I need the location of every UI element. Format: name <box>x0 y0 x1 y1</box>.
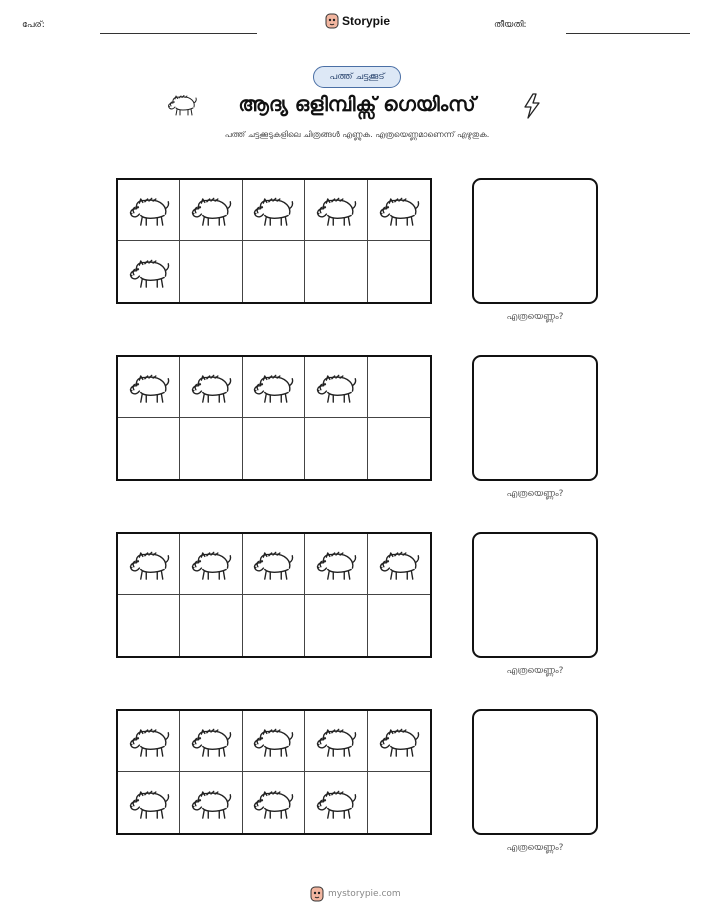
brand-name: Storypie <box>342 14 391 28</box>
ten-frame-cell <box>305 418 367 479</box>
ten-frame-cell <box>118 772 180 833</box>
ten-frame-cell <box>305 180 367 241</box>
ten-frame-cell <box>243 534 305 595</box>
boar-icon <box>189 370 233 404</box>
boar-icon <box>189 547 233 581</box>
ten-frame-cell <box>305 595 367 656</box>
how-many-label: എത്രയെണ്ണം? <box>506 843 564 853</box>
brand-logo <box>325 13 390 29</box>
ten-frame-cell <box>368 418 430 479</box>
ten-frame-cell <box>368 357 430 418</box>
boar-icon <box>127 724 171 758</box>
footer-url[interactable]: mystorypie.com <box>328 889 401 899</box>
ten-frame-cell <box>305 772 367 833</box>
ten-frame-cell <box>180 180 242 241</box>
answer-box[interactable] <box>472 355 598 481</box>
ten-frame-cell <box>118 357 180 418</box>
answer-box[interactable] <box>472 532 598 658</box>
boar-icon <box>314 547 358 581</box>
ten-frame-cell <box>118 180 180 241</box>
footer <box>310 886 401 902</box>
answer-box[interactable] <box>472 178 598 304</box>
date-label: തീയതി: <box>494 20 527 30</box>
ten-frame-cell <box>368 241 430 302</box>
ten-frame-cell <box>305 534 367 595</box>
boar-icon <box>189 786 233 820</box>
ten-frame-cell <box>243 772 305 833</box>
ten-frame-cell <box>368 711 430 772</box>
ten-frame-cell <box>180 772 242 833</box>
storypie-logo-icon <box>325 13 339 29</box>
ten-frame-cell <box>180 711 242 772</box>
ten-frame-cell <box>118 595 180 656</box>
boar-icon <box>251 193 295 227</box>
boar-icon <box>189 724 233 758</box>
ten-frame-cell <box>305 357 367 418</box>
how-many-label: എത്രയെണ്ണം? <box>506 489 564 499</box>
page-title: ആദ്യ ഒളിമ്പിക്സ് ഗെയിംസ് <box>238 92 476 116</box>
ten-frame-cell <box>368 595 430 656</box>
ten-frame <box>116 532 432 658</box>
ten-frame-cell <box>368 772 430 833</box>
boar-icon <box>377 547 421 581</box>
ten-frame-cell <box>368 534 430 595</box>
boar-icon <box>127 786 171 820</box>
name-label: പേര്: <box>22 20 45 30</box>
ten-frame <box>116 709 432 835</box>
ten-frame-cell <box>180 241 242 302</box>
boar-icon <box>377 724 421 758</box>
boar-icon <box>251 786 295 820</box>
boar-icon <box>251 370 295 404</box>
lightning-icon <box>522 93 542 119</box>
ten-frame-cell <box>180 534 242 595</box>
ten-frame-cell <box>368 180 430 241</box>
ten-frame-cell <box>118 711 180 772</box>
instruction-text: പത്ത് ചട്ടക്കൂടുകളിലെ ചിത്രങ്ങൾ എണ്ണുക. എത്രയെണ്ണമാണെന്ന് എഴുതുക. <box>224 130 490 139</box>
boar-icon <box>314 786 358 820</box>
boar-icon <box>127 193 171 227</box>
ten-frame-cell <box>243 595 305 656</box>
boar-icon <box>127 370 171 404</box>
boar-icon <box>314 370 358 404</box>
boar-icon <box>251 547 295 581</box>
ten-frame-cell <box>305 241 367 302</box>
boar-icon <box>314 193 358 227</box>
ten-frame-cell <box>243 180 305 241</box>
ten-frame-cell <box>118 241 180 302</box>
boar-icon <box>189 193 233 227</box>
boar-icon <box>377 193 421 227</box>
ten-frame-cell <box>118 418 180 479</box>
answer-box[interactable] <box>472 709 598 835</box>
ten-frame-cell <box>180 418 242 479</box>
ten-frame-cell <box>180 595 242 656</box>
ten-frame-cell <box>118 534 180 595</box>
boar-icon <box>314 724 358 758</box>
name-line[interactable] <box>100 33 257 34</box>
ten-frame-cell <box>243 418 305 479</box>
topic-tag: പത്ത് ചട്ടക്കൂട് <box>313 66 401 88</box>
ten-frame-cell <box>243 241 305 302</box>
boar-icon <box>166 92 198 116</box>
ten-frame-cell <box>243 357 305 418</box>
date-line[interactable] <box>566 33 690 34</box>
ten-frame <box>116 355 432 481</box>
storypie-logo-icon <box>310 886 324 902</box>
boar-icon <box>127 547 171 581</box>
boar-icon <box>251 724 295 758</box>
how-many-label: എത്രയെണ്ണം? <box>506 312 564 322</box>
ten-frame-cell <box>305 711 367 772</box>
ten-frame <box>116 178 432 304</box>
boar-icon <box>127 255 171 289</box>
ten-frame-cell <box>243 711 305 772</box>
how-many-label: എത്രയെണ്ണം? <box>506 666 564 676</box>
ten-frame-cell <box>180 357 242 418</box>
